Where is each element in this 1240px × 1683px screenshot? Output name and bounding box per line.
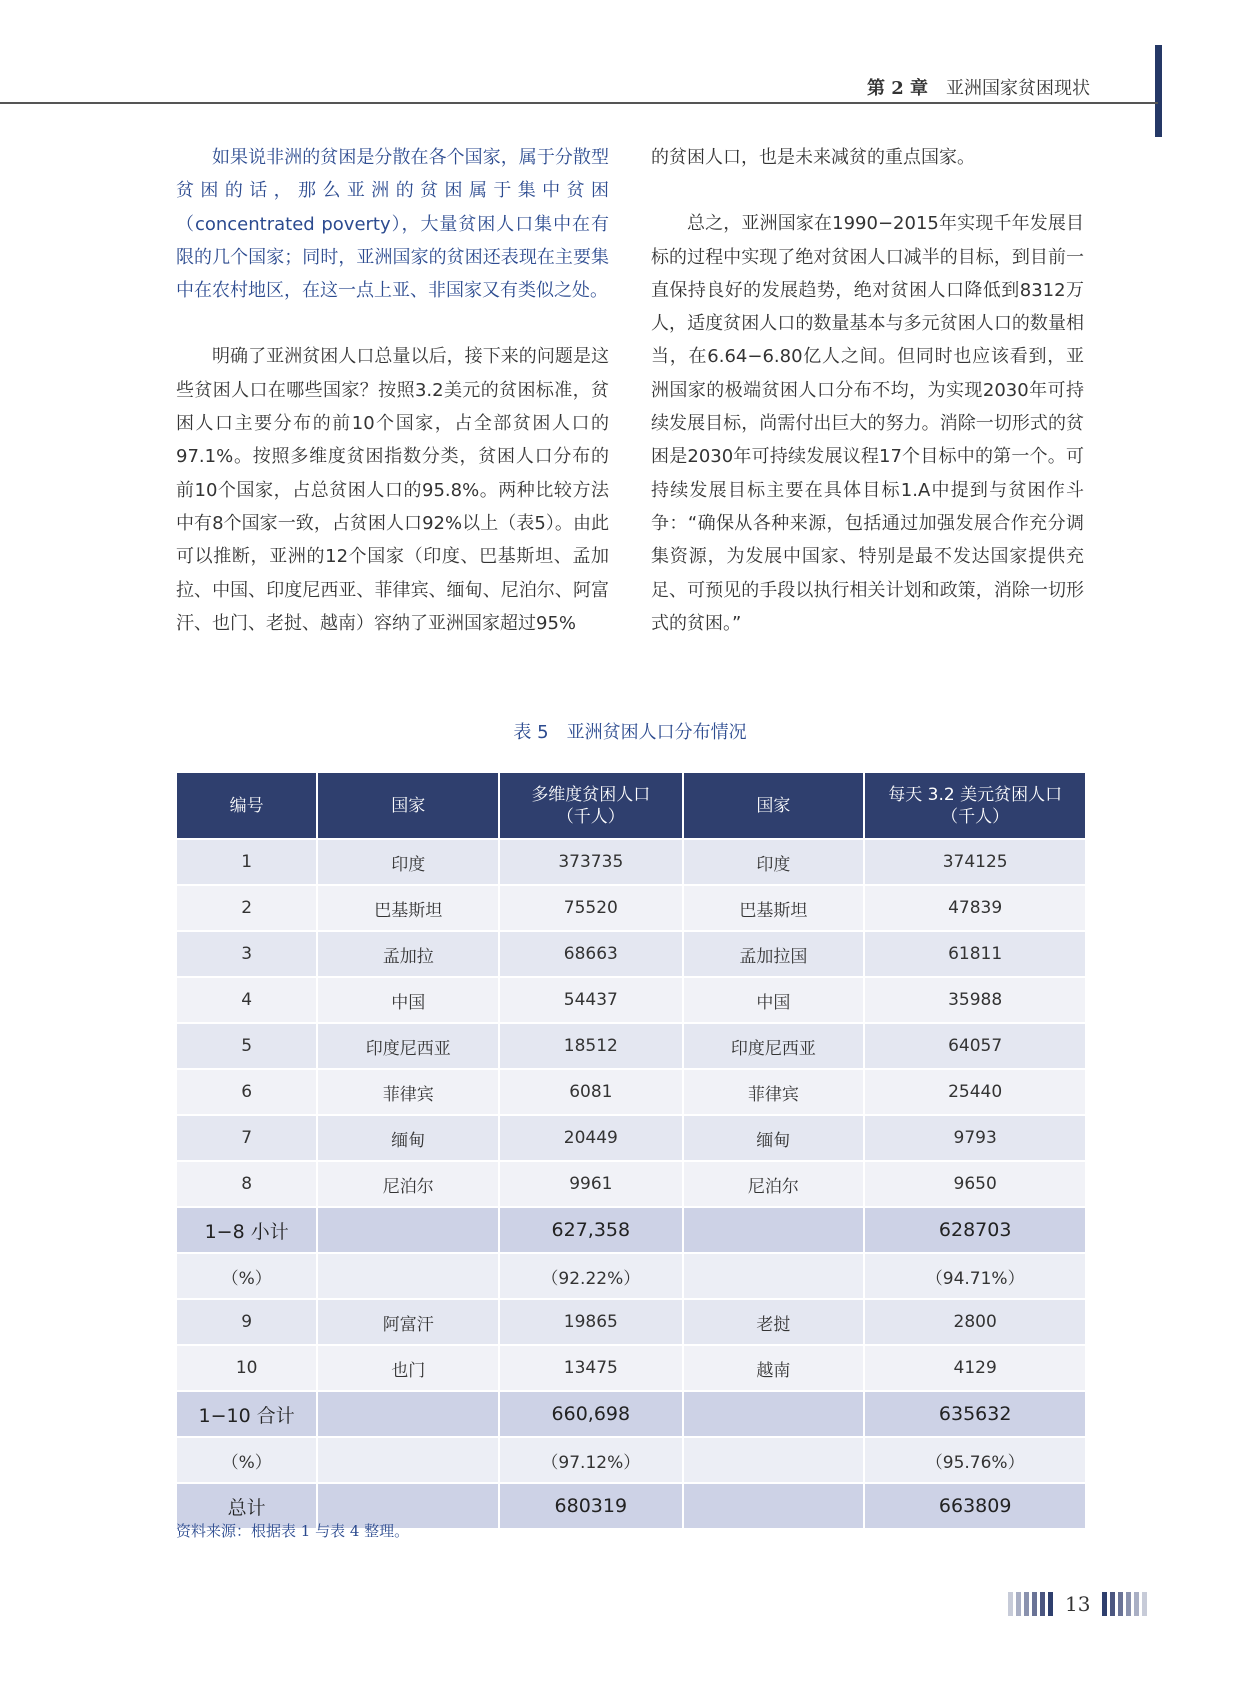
poverty-table	[177, 773, 1085, 1528]
table-cell: 20449	[499, 1115, 682, 1161]
header-cell	[317, 773, 499, 839]
table-cell: 4	[177, 977, 317, 1023]
left-stripes-decoration	[1008, 1592, 1053, 1616]
table-cell: 374125	[864, 839, 1085, 885]
table-body	[177, 839, 1085, 1528]
table-cell: 6081	[499, 1069, 682, 1115]
table-cell: 663809	[864, 1483, 1085, 1528]
table-cell: 菲律宾	[683, 1069, 865, 1115]
table-cell: 也门	[317, 1345, 499, 1391]
right-column	[651, 141, 1084, 640]
table-cell	[317, 1437, 499, 1483]
table-cell: 47839	[864, 885, 1085, 931]
running-header	[800, 74, 1090, 100]
table-row	[177, 1069, 1085, 1115]
table-row	[177, 1161, 1085, 1207]
table-cell: 尼泊尔	[683, 1161, 865, 1207]
table-cell: （94.71%）	[864, 1253, 1085, 1299]
header-cell-line: 国家	[756, 795, 791, 816]
right-stripes-decoration	[1102, 1592, 1147, 1616]
table-cell: 9961	[499, 1161, 682, 1207]
table-row	[177, 1207, 1085, 1253]
table-cell: 菲律宾	[317, 1069, 499, 1115]
table-cell: 4129	[864, 1345, 1085, 1391]
header-rule	[0, 102, 1158, 104]
table-cell: 巴基斯坦	[317, 885, 499, 931]
table-cell: （%）	[177, 1437, 317, 1483]
table-cell: 巴基斯坦	[683, 885, 865, 931]
table-row	[177, 1437, 1085, 1483]
page-footer	[1008, 1590, 1147, 1618]
table-cell: 孟加拉国	[683, 931, 865, 977]
table-row	[177, 1299, 1085, 1345]
table-cell: 印度尼西亚	[683, 1023, 865, 1069]
table-row	[177, 1345, 1085, 1391]
table-cell: 660,698	[499, 1391, 682, 1437]
header-cell	[499, 773, 682, 839]
table-cell: 缅甸	[683, 1115, 865, 1161]
table-cell: （%）	[177, 1253, 317, 1299]
table-row	[177, 1115, 1085, 1161]
table-cell	[683, 1207, 865, 1253]
header-cell-line: 国家	[391, 795, 426, 816]
table-cell: 10	[177, 1345, 317, 1391]
left-paragraph-1: 如果说非洲的贫困是分散在各个国家，属于分散型贫困的话，那么亚洲的贫困属于集中贫困（concentrated poverty），大量贫困人口集中在有限的几个国家；同时，亚洲国家的贫困还表现在主要集中在农村地区，在这一点上亚、非国家又有类似之处。	[176, 147, 609, 302]
table-row	[177, 931, 1085, 977]
chapter-label: 第 2 章	[866, 78, 928, 99]
left-column	[176, 141, 609, 640]
table-cell: 19865	[499, 1299, 682, 1345]
table-cell: 孟加拉	[317, 931, 499, 977]
table-cell: 61811	[864, 931, 1085, 977]
table-cell	[317, 1253, 499, 1299]
table-cell: 3	[177, 931, 317, 977]
header-cell	[683, 773, 865, 839]
header-cell	[864, 773, 1085, 839]
table-cell: 1	[177, 839, 317, 885]
table-cell: 越南	[683, 1345, 865, 1391]
table-row	[177, 977, 1085, 1023]
table-cell	[683, 1437, 865, 1483]
table-cell: 阿富汗	[317, 1299, 499, 1345]
table-cell: 缅甸	[317, 1115, 499, 1161]
table-cell: 5	[177, 1023, 317, 1069]
table-cell: 68663	[499, 931, 682, 977]
table-cell: 9793	[864, 1115, 1085, 1161]
table-cell: 627,358	[499, 1207, 682, 1253]
header-cell-line: 编号	[229, 795, 264, 816]
table-row	[177, 1023, 1085, 1069]
table-cell: 2	[177, 885, 317, 931]
table-cell: 373735	[499, 839, 682, 885]
table-cell: 680319	[499, 1483, 682, 1528]
table-row	[177, 839, 1085, 885]
table-cell: 1−8 小计	[177, 1207, 317, 1253]
table-cell: 中国	[683, 977, 865, 1023]
table-cell: 54437	[499, 977, 682, 1023]
table-cell	[317, 1207, 499, 1253]
table-cell: （95.76%）	[864, 1437, 1085, 1483]
page-number: 13	[1065, 1592, 1091, 1616]
right-paragraph-2: 总之，亚洲国家在1990−2015年实现千年发展目标的过程中实现了绝对贫困人口减半的目标，到目前一直保持良好的发展趋势，绝对贫困人口降低到8312万人，适度贫困人口的数量基本与多元贫困人口的数量相当，在6.64−6.80亿人之间。但同时也应该看到，亚洲国家的极端贫困人口分布不均，为实现2030年可持续发展目标，尚需付出巨大的努力。消除一切形式的贫困是2030年可持续发展议程17个目标中的第一个。可持续发展目标主要在具体目标1.A中提到与贫困作斗争：“确保从各种来源，包括通过加强发展合作充分调集资源，为发展中国家、特别是最不发达国家提供充足、可预见的手段以执行相关计划和政策，消除一切形式的贫困。”	[651, 213, 1084, 634]
table-cell: 印度尼西亚	[317, 1023, 499, 1069]
table-cell: 628703	[864, 1207, 1085, 1253]
source-note: 资料来源：根据表 1 与表 4 整理。	[176, 1522, 410, 1540]
table-cell: 18512	[499, 1023, 682, 1069]
table-row	[177, 1391, 1085, 1437]
table-cell: 75520	[499, 885, 682, 931]
header-cell	[177, 773, 317, 839]
header-cell-line: （千人）	[941, 806, 1010, 827]
header-cell-line: （千人）	[556, 806, 625, 827]
table-cell: 老挝	[683, 1299, 865, 1345]
table-cell	[317, 1391, 499, 1437]
left-paragraph-2: 明确了亚洲贫困人口总量以后，接下来的问题是这些贫困人口在哪些国家？按照3.2美元的贫困标准，贫困人口主要分布的前10个国家，占全部贫困人口的97.1%。按照多维度贫困指数分类，贫困人口分布的前10个国家，占总贫困人口的95.8%。两种比较方法中有8个国家一致，占贫困人口92%以上（表5）。由此可以推断，亚洲的12个国家（印度、巴基斯坦、孟加拉、中国、印度尼西亚、菲律宾、缅甸、尼泊尔、阿富汗、也门、老挝、越南）容纳了亚洲国家超过95%	[176, 346, 609, 634]
right-paragraph-1: 的贫困人口，也是未来减贫的重点国家。	[651, 147, 975, 168]
table-cell: 64057	[864, 1023, 1085, 1069]
table-caption: 表 5 亚洲贫困人口分布情况	[513, 722, 747, 743]
table-cell: 2800	[864, 1299, 1085, 1345]
table-cell	[683, 1483, 865, 1528]
table-cell: 尼泊尔	[317, 1161, 499, 1207]
chapter-title: 亚洲国家贫困现状	[946, 78, 1090, 99]
table-cell: 1−10 合计	[177, 1391, 317, 1437]
table-row	[177, 885, 1085, 931]
table-cell: 9650	[864, 1161, 1085, 1207]
table-cell: （97.12%）	[499, 1437, 682, 1483]
table-cell: 9	[177, 1299, 317, 1345]
header-cell-line: 每天 3.2 美元贫困人口	[888, 784, 1063, 805]
table-cell: 中国	[317, 977, 499, 1023]
table-cell: 印度	[683, 839, 865, 885]
chapter-accent-bar	[1155, 45, 1162, 137]
table-cell: 总计	[177, 1483, 317, 1528]
table-cell: 印度	[317, 839, 499, 885]
table-cell: 25440	[864, 1069, 1085, 1115]
table-cell	[683, 1253, 865, 1299]
table-row	[177, 1253, 1085, 1299]
table-cell: 635632	[864, 1391, 1085, 1437]
table-cell: （92.22%）	[499, 1253, 682, 1299]
table-cell: 7	[177, 1115, 317, 1161]
table-cell: 13475	[499, 1345, 682, 1391]
table-header-row	[177, 773, 1085, 839]
table-cell: 35988	[864, 977, 1085, 1023]
table-cell: 8	[177, 1161, 317, 1207]
table-cell	[683, 1391, 865, 1437]
header-cell-line: 多维度贫困人口	[531, 784, 651, 805]
table-cell: 6	[177, 1069, 317, 1115]
